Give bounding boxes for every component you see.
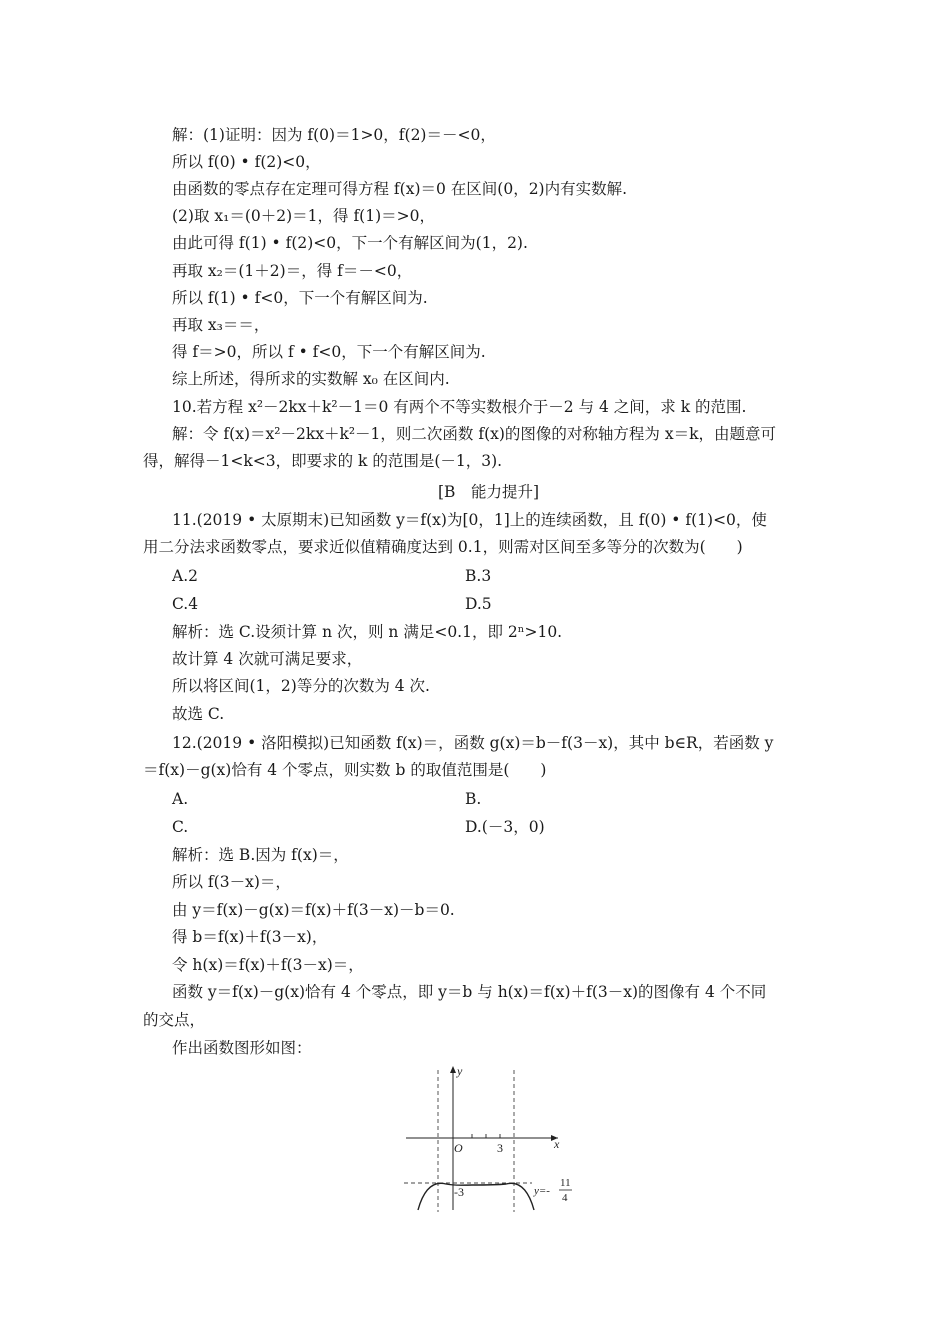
q11-option-b: B.3 (465, 567, 492, 585)
q11-option-c: C.4 (172, 595, 199, 613)
line-label-denominator: 4 (562, 1192, 568, 1204)
q12-solution-line-3: 由 y＝f(x)－g(x)＝f(x)＋f(3－x)－b＝0. (172, 901, 455, 919)
q12-solution-line-2: 所以 f(3－x)＝， (172, 873, 291, 891)
q12-solution-line-5: 令 h(x)＝f(x)＋f(3－x)＝， (172, 956, 364, 974)
q10-question: 10.若方程 x²－2kx＋k²－1＝0 有两个不等实数根介于－2 与 4 之间，求 k 的范围. (172, 398, 747, 416)
q10-solution-line-1: 解：令 f(x)＝x²－2kx＋k²－1，则二次函数 f(x)的图像的对称轴方程为 x＝k，由题意可 (172, 425, 776, 443)
q11-question-line-2: 用二分法求函数零点，要求近似值精确度达到 0.1，则需对区间至多等分的次数为( ) (143, 538, 743, 556)
q11-option-d: D.5 (465, 595, 492, 613)
function-graph-figure (400, 1062, 580, 1212)
q11-question-line-1: 11.(2019 • 太原期末)已知函数 y＝f(x)为[0，1]上的连续函数，且 f(0) • f(1)<0，使 (172, 511, 767, 529)
line-label-prefix: y=- (534, 1185, 550, 1197)
line-label-numerator: 11 (560, 1177, 571, 1189)
y-axis-arrow-icon (450, 1066, 456, 1073)
q12-solution-line-8: 作出函数图形如图： (172, 1039, 312, 1057)
q11-solution-line-4: 故选 C. (172, 705, 225, 723)
q9-solution-line-8: 再取 x₃＝＝， (172, 316, 270, 334)
q12-option-d: D.(－3，0) (465, 818, 545, 836)
origin-label: O (454, 1141, 463, 1155)
q12-solution-line-7: 的交点， (143, 1011, 206, 1029)
q9-solution-line-4: (2)取 x₁＝(0＋2)＝1，得 f(1)＝>0， (172, 207, 435, 225)
q11-solution-line-2: 故计算 4 次就可满足要求， (172, 650, 363, 668)
q9-solution-line-7: 所以 f(1) • f<0，下一个有解区间为. (172, 289, 428, 307)
x-axis-label: x (554, 1137, 560, 1151)
q12-question-line-1: 12.(2019 • 洛阳模拟)已知函数 f(x)＝，函数 g(x)＝b－f(3－x)，其中 b∈R，若函数 y (172, 734, 774, 752)
function-curve (418, 1183, 534, 1210)
y-axis-label: y (457, 1064, 463, 1078)
q12-option-a: A. (172, 790, 189, 808)
q12-option-b: B. (465, 790, 482, 808)
q9-solution-line-10: 综上所述，得所求的实数解 x₀ 在区间内. (172, 370, 450, 388)
q12-option-c: C. (172, 818, 189, 836)
q10-solution-line-2: 得，解得－1<k<3，即要求的 k 的范围是(－1，3). (143, 452, 503, 470)
q11-solution-line-1: 解析：选 C.设须计算 n 次，则 n 满足<0.1，即 2ⁿ>10. (172, 623, 563, 641)
q11-option-a: A.2 (172, 567, 198, 585)
q9-solution-line-5: 由此可得 f(1) • f(2)<0，下一个有解区间为(1，2). (172, 234, 528, 252)
q12-solution-line-6: 函数 y＝f(x)－g(x)恰有 4 个零点，即 y＝b 与 h(x)＝f(x)＋f(3－x)的图像有 4 个不同 (172, 983, 767, 1001)
q9-solution-line-1: 解：(1)证明：因为 f(0)＝1>0，f(2)＝－<0， (172, 126, 496, 144)
section-heading: [B 能力提升] (438, 483, 539, 501)
q9-solution-line-9: 得 f＝>0，所以 f • f<0，下一个有解区间为. (172, 343, 486, 361)
q9-solution-line-3: 由函数的零点存在定理可得方程 f(x)＝0 在区间(0，2)内有实数解. (172, 180, 628, 198)
q12-solution-line-4: 得 b＝f(x)＋f(3－x)， (172, 928, 328, 946)
q9-solution-line-2: 所以 f(0) • f(2)<0， (172, 153, 321, 171)
q11-solution-line-3: 所以将区间(1，2)等分的次数为 4 次. (172, 677, 430, 695)
tick-label-3: 3 (497, 1141, 503, 1155)
tick-label-neg3: -3 (454, 1185, 464, 1199)
q12-question-line-2: ＝f(x)－g(x)恰有 4 个零点，则实数 b 的取值范围是( ) (143, 761, 547, 779)
q12-solution-line-1: 解析：选 B.因为 f(x)＝， (172, 846, 349, 864)
q9-solution-line-6: 再取 x₂＝(1＋2)＝，得 f＝－<0， (172, 262, 413, 280)
